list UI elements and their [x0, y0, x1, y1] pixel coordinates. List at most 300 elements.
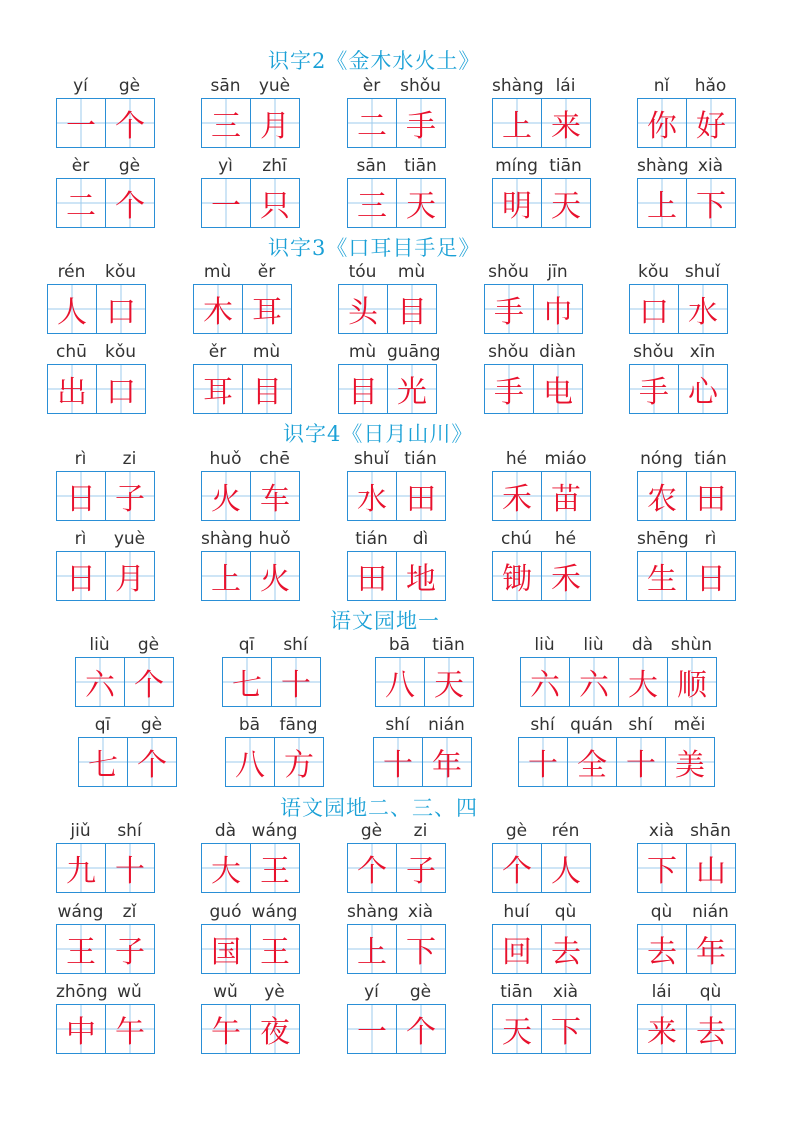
hanzi-character: 下 [696, 189, 726, 224]
word-entry [78, 713, 177, 787]
character-cell [194, 285, 243, 333]
pinyin-syllable: mù [203, 262, 232, 282]
tianzige-grid [201, 551, 300, 601]
character-cell [106, 1005, 155, 1053]
hanzi-character: 车 [260, 482, 290, 517]
hanzi-character: 火 [260, 562, 290, 597]
hanzi-character: 耳 [252, 295, 282, 330]
tianzige-grid [193, 284, 292, 334]
pinyin-row [492, 154, 591, 178]
character-cell [57, 844, 106, 892]
hanzi-character: 去 [696, 1015, 726, 1050]
pinyin-row [222, 633, 321, 657]
hanzi-character: 美 [675, 748, 705, 783]
tianzige-grid [47, 364, 146, 414]
pinyin-syllable: xīn [689, 342, 716, 362]
pinyin-row [518, 713, 715, 737]
pinyin-row [338, 340, 441, 364]
pinyin-row [47, 340, 146, 364]
pinyin-syllable: xià [697, 156, 724, 176]
pinyin-syllable: zi [122, 449, 137, 469]
hanzi-character: 苗 [551, 482, 581, 517]
hanzi-character: 日 [696, 562, 726, 597]
pinyin-syllable: rì [74, 529, 87, 549]
tianzige-grid [201, 843, 300, 893]
character-cell [251, 925, 300, 973]
hanzi-character: 田 [406, 482, 436, 517]
pinyin-row [56, 447, 155, 471]
word-entry [47, 260, 146, 334]
character-cell [397, 552, 446, 600]
hanzi-character: 个 [115, 109, 145, 144]
tianzige-grid [201, 924, 300, 974]
pinyin-syllable: jiǔ [70, 821, 91, 841]
word-entry [56, 980, 155, 1054]
pinyin-syllable: miáo [544, 449, 587, 469]
character-cell [251, 99, 300, 147]
pinyin-row [347, 154, 446, 178]
character-cell [485, 285, 534, 333]
character-cell [106, 179, 155, 227]
pinyin-row [492, 447, 591, 471]
pinyin-syllable: dì [412, 529, 429, 549]
tianzige-grid [637, 843, 736, 893]
pinyin-syllable: shí [117, 821, 142, 841]
pinyin-row [201, 980, 300, 1004]
character-cell [679, 285, 728, 333]
character-cell [57, 179, 106, 227]
hanzi-character: 目 [252, 375, 282, 410]
hanzi-character: 二 [357, 109, 387, 144]
character-cell [57, 1005, 106, 1053]
hanzi-character: 回 [502, 935, 532, 970]
pinyin-syllable: tóu [348, 262, 377, 282]
character-cell [106, 925, 155, 973]
word-entry [637, 447, 736, 521]
character-cell [397, 844, 446, 892]
hanzi-character: 六 [579, 668, 609, 703]
hanzi-character: 个 [406, 1015, 436, 1050]
character-cell [251, 179, 300, 227]
pinyin-syllable: shí [283, 635, 308, 655]
hanzi-character: 夜 [260, 1015, 290, 1050]
hanzi-character: 手 [494, 375, 524, 410]
hanzi-character: 禾 [551, 562, 581, 597]
pinyin-syllable: chē [259, 449, 290, 469]
pinyin-syllable: liù [89, 635, 110, 655]
pinyin-row [56, 980, 155, 1004]
character-cell [638, 99, 687, 147]
tianzige-grid [201, 1004, 300, 1054]
hanzi-character: 天 [502, 1015, 532, 1050]
pinyin-syllable: shí [628, 715, 653, 735]
character-cell [57, 552, 106, 600]
pinyin-syllable: wǔ [117, 982, 142, 1002]
word-entry [518, 713, 715, 787]
hanzi-character: 山 [696, 854, 726, 889]
pinyin-syllable: guó [209, 902, 242, 922]
tianzige-grid [347, 178, 446, 228]
tianzige-grid [484, 364, 583, 414]
pinyin-row [484, 260, 583, 284]
character-cell [243, 365, 292, 413]
hanzi-character: 来 [551, 109, 581, 144]
tianzige-grid [492, 1004, 591, 1054]
pinyin-syllable: tián [355, 529, 388, 549]
tianzige-grid [78, 737, 177, 787]
word-entry [56, 154, 155, 228]
pinyin-syllable: xià [648, 821, 675, 841]
hanzi-character: 上 [211, 562, 241, 597]
tianzige-grid [201, 471, 300, 521]
hanzi-character: 一 [357, 1015, 387, 1050]
pinyin-syllable: shí [385, 715, 410, 735]
word-entry [56, 900, 155, 974]
character-cell [348, 844, 397, 892]
character-cell [79, 738, 128, 786]
character-cell [397, 925, 446, 973]
word-entry [492, 900, 591, 974]
word-entry [201, 819, 300, 893]
character-cell [251, 472, 300, 520]
character-cell [534, 285, 583, 333]
character-cell [348, 552, 397, 600]
pinyin-syllable: yè [264, 982, 285, 1002]
word-entry [47, 340, 146, 414]
pinyin-syllable: mù [348, 342, 377, 362]
hanzi-character: 三 [211, 109, 241, 144]
pinyin-syllable: rén [57, 262, 86, 282]
hanzi-character: 下 [406, 935, 436, 970]
pinyin-syllable: ěr [257, 262, 276, 282]
pinyin-row [193, 340, 292, 364]
pinyin-syllable: yuè [258, 76, 291, 96]
pinyin-syllable: qī [238, 635, 255, 655]
character-cell [106, 552, 155, 600]
character-cell [542, 552, 591, 600]
word-entry [338, 260, 437, 334]
character-cell [202, 99, 251, 147]
tianzige-grid [492, 178, 591, 228]
character-cell [202, 1005, 251, 1053]
character-cell [687, 552, 736, 600]
section-title: 识字2《金木水火土》 [268, 49, 481, 73]
hanzi-character: 田 [357, 562, 387, 597]
pinyin-syllable: lái [651, 982, 672, 1002]
word-entry [201, 447, 300, 521]
word-entry [347, 154, 446, 228]
character-cell [638, 1005, 687, 1053]
character-cell [48, 365, 97, 413]
hanzi-character: 八 [235, 748, 265, 783]
hanzi-character: 上 [502, 109, 532, 144]
pinyin-syllable: shǒu [488, 342, 529, 362]
hanzi-character: 个 [115, 189, 145, 224]
pinyin-syllable: shí [530, 715, 555, 735]
pinyin-syllable: yí [364, 982, 379, 1002]
pinyin-syllable: zǐ [122, 902, 137, 922]
hanzi-character: 中 [66, 1015, 96, 1050]
pinyin-syllable: tián [404, 449, 437, 469]
pinyin-syllable: ěr [208, 342, 227, 362]
character-cell [48, 285, 97, 333]
character-cell [251, 844, 300, 892]
pinyin-syllable: lái [555, 76, 576, 96]
pinyin-syllable: měi [673, 715, 706, 735]
hanzi-character: 手 [494, 295, 524, 330]
hanzi-character: 生 [647, 562, 677, 597]
word-entry [492, 74, 591, 148]
character-cell [348, 472, 397, 520]
word-entry [484, 340, 583, 414]
character-cell [687, 925, 736, 973]
section-title: 识字3《口耳目手足》 [268, 236, 481, 260]
pinyin-syllable: sān [210, 76, 241, 96]
hanzi-character: 大 [628, 668, 658, 703]
pinyin-row [484, 340, 583, 364]
hanzi-character: 子 [115, 482, 145, 517]
word-entry [225, 713, 324, 787]
pinyin-syllable: shàng [347, 902, 399, 922]
pinyin-row [225, 713, 324, 737]
word-entry [201, 980, 300, 1054]
pinyin-syllable: jīn [547, 262, 568, 282]
pinyin-row [56, 819, 155, 843]
tianzige-grid [338, 364, 437, 414]
tianzige-grid [347, 471, 446, 521]
hanzi-character: 一 [211, 189, 241, 224]
tianzige-grid [492, 471, 591, 521]
pinyin-syllable: nián [692, 902, 729, 922]
pinyin-row [201, 74, 300, 98]
character-cell [275, 738, 324, 786]
tianzige-grid [520, 657, 717, 707]
pinyin-syllable: xià [407, 902, 434, 922]
pinyin-syllable: kǒu [637, 262, 670, 282]
character-cell [202, 472, 251, 520]
hanzi-character: 七 [88, 748, 118, 783]
character-cell [679, 365, 728, 413]
hanzi-character: 电 [543, 375, 573, 410]
word-entry [347, 74, 446, 148]
hanzi-character: 水 [357, 482, 387, 517]
pinyin-syllable: quán [570, 715, 613, 735]
character-cell [542, 844, 591, 892]
hanzi-character: 出 [57, 375, 87, 410]
tianzige-grid [347, 843, 446, 893]
word-entry [637, 527, 736, 601]
hanzi-character: 口 [106, 295, 136, 330]
pinyin-syllable: rì [704, 529, 717, 549]
character-cell [521, 658, 570, 706]
character-cell [542, 179, 591, 227]
hanzi-character: 午 [211, 1015, 241, 1050]
character-cell [493, 179, 542, 227]
character-cell [374, 738, 423, 786]
word-entry [222, 633, 321, 707]
character-cell [125, 658, 174, 706]
word-entry [338, 340, 441, 414]
hanzi-character: 田 [696, 482, 726, 517]
pinyin-row [637, 74, 736, 98]
pinyin-syllable: guāng [387, 342, 441, 362]
character-cell [638, 925, 687, 973]
hanzi-character: 好 [696, 109, 726, 144]
pinyin-syllable: shuǐ [684, 262, 721, 282]
section-title: 语文园地一 [330, 609, 440, 633]
hanzi-character: 手 [639, 375, 669, 410]
hanzi-character: 顺 [677, 668, 707, 703]
hanzi-character: 王 [66, 935, 96, 970]
hanzi-character: 个 [357, 854, 387, 889]
character-cell [534, 365, 583, 413]
word-entry [492, 980, 591, 1054]
pinyin-row [347, 819, 446, 843]
pinyin-row [629, 260, 728, 284]
pinyin-syllable: gè [137, 635, 160, 655]
pinyin-syllable: èr [71, 156, 90, 176]
section-title: 识字4《日月山川》 [283, 422, 474, 446]
pinyin-row [56, 527, 155, 551]
pinyin-syllable: bā [238, 715, 261, 735]
character-cell [106, 99, 155, 147]
pinyin-syllable: hǎo [694, 76, 727, 96]
tianzige-grid [56, 178, 155, 228]
tianzige-grid [201, 98, 300, 148]
character-cell [226, 738, 275, 786]
hanzi-character: 三 [357, 189, 387, 224]
hanzi-character: 全 [577, 748, 607, 783]
tianzige-grid [637, 471, 736, 521]
tianzige-grid [338, 284, 437, 334]
pinyin-row [347, 527, 446, 551]
word-entry [520, 633, 717, 707]
character-cell [687, 844, 736, 892]
tianzige-grid [56, 551, 155, 601]
tianzige-grid [56, 924, 155, 974]
word-entry [492, 154, 591, 228]
word-entry [375, 633, 474, 707]
pinyin-syllable: rì [74, 449, 87, 469]
hanzi-character: 木 [203, 295, 233, 330]
tianzige-grid [75, 657, 174, 707]
pinyin-row [637, 447, 736, 471]
character-cell [243, 285, 292, 333]
pinyin-syllable: gè [140, 715, 163, 735]
pinyin-syllable: qù [650, 902, 673, 922]
pinyin-syllable: bā [388, 635, 411, 655]
pinyin-syllable: shēng [637, 529, 689, 549]
hanzi-character: 你 [647, 109, 677, 144]
character-cell [493, 472, 542, 520]
tianzige-grid [47, 284, 146, 334]
pinyin-row [492, 819, 591, 843]
pinyin-syllable: wǔ [213, 982, 238, 1002]
hanzi-character: 火 [211, 482, 241, 517]
tianzige-grid [637, 551, 736, 601]
word-entry [56, 527, 155, 601]
hanzi-character: 年 [696, 935, 726, 970]
hanzi-character: 月 [115, 562, 145, 597]
tianzige-grid [637, 924, 736, 974]
pinyin-syllable: xià [552, 982, 579, 1002]
character-cell [493, 925, 542, 973]
tianzige-grid [56, 98, 155, 148]
word-entry [637, 74, 736, 148]
hanzi-character: 王 [260, 854, 290, 889]
character-cell [638, 472, 687, 520]
pinyin-row [637, 980, 736, 1004]
pinyin-syllable: nǐ [653, 76, 670, 96]
pinyin-syllable: shǒu [488, 262, 529, 282]
character-cell [251, 552, 300, 600]
character-cell [106, 844, 155, 892]
pinyin-syllable: liù [583, 635, 604, 655]
character-cell [202, 925, 251, 973]
pinyin-syllable: nián [428, 715, 465, 735]
hanzi-character: 八 [385, 668, 415, 703]
pinyin-row [75, 633, 174, 657]
character-cell [638, 179, 687, 227]
hanzi-character: 大 [211, 854, 241, 889]
pinyin-row [637, 527, 736, 551]
pinyin-syllable: sān [356, 156, 387, 176]
character-cell [348, 99, 397, 147]
pinyin-syllable: wáng [57, 902, 104, 922]
character-cell [339, 285, 388, 333]
character-cell [493, 552, 542, 600]
hanzi-character: 王 [260, 935, 290, 970]
pinyin-syllable: chū [56, 342, 87, 362]
character-cell [630, 365, 679, 413]
character-cell [619, 658, 668, 706]
word-entry [56, 447, 155, 521]
word-entry [484, 260, 583, 334]
hanzi-character: 十 [383, 748, 413, 783]
pinyin-syllable: liù [534, 635, 555, 655]
hanzi-character: 日 [66, 562, 96, 597]
hanzi-character: 目 [397, 295, 427, 330]
tianzige-grid [347, 924, 446, 974]
hanzi-character: 只 [260, 189, 290, 224]
pinyin-syllable: qī [94, 715, 111, 735]
word-entry [347, 819, 446, 893]
character-cell [202, 844, 251, 892]
character-cell [687, 1005, 736, 1053]
pinyin-syllable: tiān [432, 635, 465, 655]
pinyin-syllable: qù [699, 982, 722, 1002]
pinyin-row [492, 900, 591, 924]
hanzi-character: 水 [688, 295, 718, 330]
hanzi-character: 个 [134, 668, 164, 703]
hanzi-character: 目 [348, 375, 378, 410]
word-entry [193, 340, 292, 414]
pinyin-syllable: hé [505, 449, 528, 469]
tianzige-grid [492, 551, 591, 601]
pinyin-syllable: gè [505, 821, 528, 841]
pinyin-row [201, 819, 300, 843]
hanzi-character: 个 [502, 854, 532, 889]
pinyin-row [56, 154, 155, 178]
word-entry [347, 527, 446, 601]
pinyin-syllable: shān [690, 821, 731, 841]
tianzige-grid [375, 657, 474, 707]
pinyin-syllable: wáng [251, 821, 298, 841]
character-cell [97, 365, 146, 413]
tianzige-grid [637, 98, 736, 148]
pinyin-row [78, 713, 177, 737]
pinyin-syllable: zhī [262, 156, 287, 176]
